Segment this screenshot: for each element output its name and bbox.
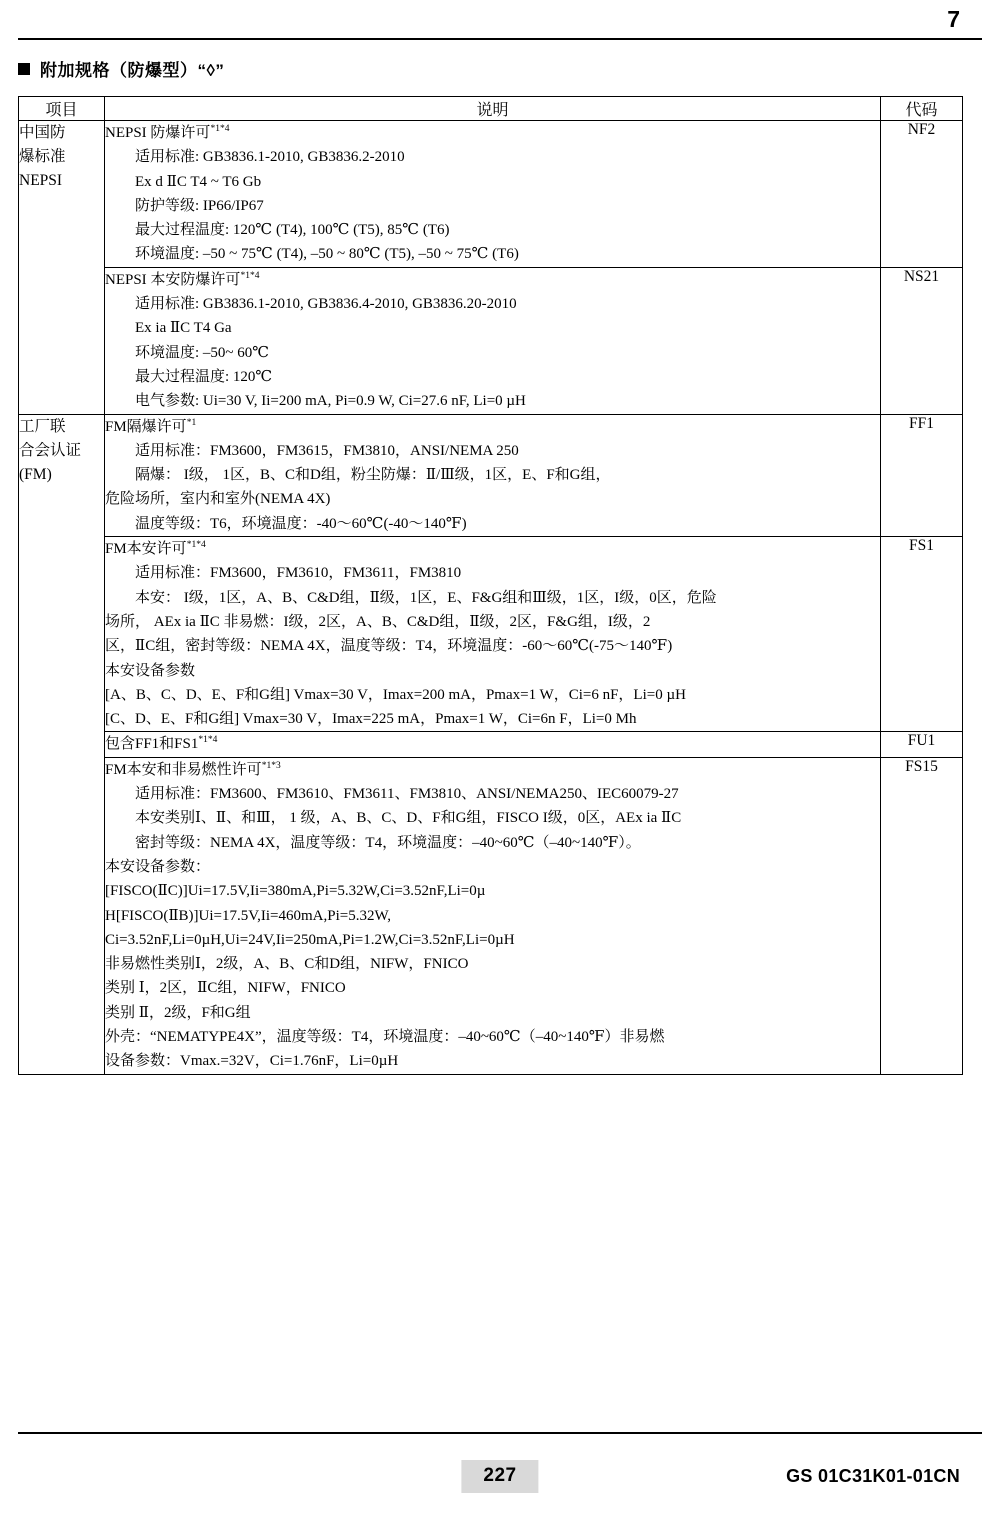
column-header-1: 说明	[105, 97, 881, 121]
table-header-row	[19, 97, 963, 121]
description-line: 适用标准：FM3600，FM3610，FM3611，FM3810	[135, 565, 462, 582]
column-header-0: 项目	[19, 97, 105, 121]
description-line: 本安类别Ⅰ、Ⅱ、和Ⅲ， 1 级，A、B、C、D、F和G组，FISCO I级，0区，AEx ia ⅡC	[135, 810, 682, 827]
description-line: 适用标准: GB3836.1-2010, GB3836.2-2010	[135, 149, 405, 166]
description-line: [FISCO(ⅡC)]Ui=17.5V,Ii=380mA,Pi=5.32W,Ci=3.52nF,Li=0µ	[105, 883, 486, 900]
description-line: [A、B、C、D、E、F和G组] Vmax=30 V，Imax=200 mA，Pmax=1 W，Ci=6 nF，Li=0 µH	[105, 686, 686, 703]
header-divider	[18, 38, 982, 40]
description-line: 适用标准: GB3836.1-2010, GB3836.4-2010, GB3836.20-2010	[135, 296, 517, 313]
table-row	[19, 121, 963, 268]
description-line: [C、D、E、F和G组] Vmax=30 V，Imax=225 mA，Pmax=1 W，Ci=6n F，Li=0 Mh	[105, 711, 637, 728]
description-cell	[105, 267, 881, 414]
description-line: NEPSI 防爆许可$^{*1*4}$	[105, 124, 230, 141]
description-line: 类别 Ⅱ，2级，F和G组	[105, 1004, 251, 1021]
description-cell	[105, 757, 881, 1074]
description-line: 类别 Ⅰ，2区，ⅡC组，NIFW，FNICO	[105, 980, 346, 997]
category-line: 中国防	[19, 124, 66, 141]
description-line: NEPSI 本安防爆许可$^{*1*4}$	[105, 270, 260, 288]
description-cell	[105, 732, 881, 757]
description-cell	[105, 537, 881, 732]
table-body	[19, 97, 963, 1075]
description-line: 本安： I级，1区，A、B、C&D组，Ⅱ级，1区，E、F&G组和Ⅲ级，1区，I级，0区，危险	[135, 589, 717, 606]
table-row	[19, 732, 963, 757]
description-line: Ex ia ⅡC T4 Ga	[135, 320, 232, 337]
table-row	[19, 414, 963, 536]
description-line: H[FISCO(ⅡB)]Ui=17.5V,Ii=460mA,Pi=5.32W,	[105, 907, 392, 924]
table-row	[19, 267, 963, 414]
category-line: 工厂联	[19, 417, 66, 435]
footer-divider	[18, 1432, 982, 1434]
code-cell: NF2	[881, 121, 963, 268]
description-line: 环境温度: –50 ~ 75℃ (T4), –50 ~ 80℃ (T5), –50 ~ 75℃ (T6)	[135, 246, 519, 263]
description-line: 包含FF1和FS1$^{*1*4}$	[105, 735, 218, 753]
description-line: 隔爆： I级， 1区，B、C和D组，粉尘防爆：Ⅱ/Ⅲ级，1区，E、F和G组，	[135, 467, 611, 484]
description-line: 温度等级：T6，环境温度：-40～60℃(-40～140℉)	[135, 515, 467, 532]
description-line: FM本安许可$^{*1*4}$	[105, 540, 206, 558]
description-line: 电气参数: Ui=30 V, Ii=200 mA, Pi=0.9 W, Ci=27.6 nF, Li=0 µH	[135, 393, 526, 410]
category-line: (FM)	[19, 465, 52, 483]
category-cell	[19, 414, 105, 1074]
description-cell	[105, 414, 881, 536]
page-number-bottom: 227	[461, 1460, 538, 1493]
description-line: 外壳：“NEMATYPE4X”，温度等级：T4，环境温度：–40~60℃（–40~140℉）非易燃	[105, 1028, 665, 1045]
square-bullet-icon	[18, 63, 30, 75]
code-cell: FS1	[881, 537, 963, 732]
description-line: 场所， AEx ia ⅡC 非易燃：I级，2区，A、B、C&D组，Ⅱ级，2区，F&G组，I级，2	[105, 613, 651, 630]
code-cell: FU1	[881, 732, 963, 757]
footnote-marker: *1*4	[198, 735, 218, 746]
description-line: 本安设备参数：	[105, 858, 211, 875]
description-line: FM本安和非易燃性许可$^{*1*3}$	[105, 760, 281, 778]
description-line: 适用标准：FM3600、FM3610、FM3611、FM3810、ANSI/NEMA250、IEC60079-27	[135, 786, 679, 803]
description-line: 防护等级: IP66/IP67	[135, 197, 264, 214]
category-cell	[19, 121, 105, 415]
description-line: 危险场所，室内和室外(NEMA 4X)	[105, 491, 331, 508]
footnote-marker: *1	[186, 417, 197, 428]
code-cell: FS15	[881, 757, 963, 1074]
category-line: 爆标准	[19, 148, 66, 166]
description-line: 本安设备参数	[105, 662, 196, 679]
section-title-text: 附加规格（防爆型）“◊”	[40, 61, 225, 80]
description-line: 设备参数：Vmax.=32V，Ci=1.76nF，Li=0µH	[105, 1053, 399, 1070]
footnote-marker: *1*4	[186, 540, 206, 551]
footnote-marker: *1*3	[261, 760, 281, 771]
column-header-2: 代码	[881, 97, 963, 121]
table-row	[19, 537, 963, 732]
description-line: 非易燃性类别Ⅰ，2级，A、B、C和D组，NIFW，FNICO	[105, 956, 469, 973]
description-line: 密封等级：NEMA 4X，温度等级：T4，环境温度：–40~60℃（–40~140℉）。	[135, 834, 641, 851]
description-line: 最大过程温度: 120℃ (T4), 100℃ (T5), 85℃ (T6)	[135, 222, 450, 239]
description-line: Ex d ⅡC T4 ~ T6 Gb	[135, 173, 262, 190]
code-cell: NS21	[881, 267, 963, 414]
section-title	[18, 56, 224, 81]
footnote-marker: *1*4	[240, 270, 260, 281]
description-line: 区，ⅡC组，密封等级：NEMA 4X，温度等级：T4，环境温度：-60～60℃(-75～140℉)	[105, 638, 673, 655]
table-row	[19, 757, 963, 1074]
description-line: Ci=3.52nF,Li=0µH,Ui=24V,Ii=250mA,Pi=1.2W,Ci=3.52nF,Li=0µH	[105, 931, 515, 948]
category-line: NEPSI	[19, 172, 63, 190]
description-line: 环境温度: –50~ 60℃	[135, 344, 270, 361]
footnote-marker: *1*4	[210, 124, 230, 134]
document-code: GS 01C31K01-01CN	[786, 1466, 960, 1486]
description-cell	[105, 121, 881, 268]
code-cell: FF1	[881, 414, 963, 536]
description-line: FM隔爆许可$^{*1}$	[105, 417, 197, 435]
specification-table	[18, 96, 963, 1075]
description-line: 最大过程温度: 120℃	[135, 368, 273, 385]
description-line: 适用标准：FM3600，FM3615，FM3810，ANSI/NEMA 250	[135, 442, 519, 459]
page-number-top: 7	[947, 6, 960, 32]
category-line: 合会认证	[19, 441, 82, 459]
